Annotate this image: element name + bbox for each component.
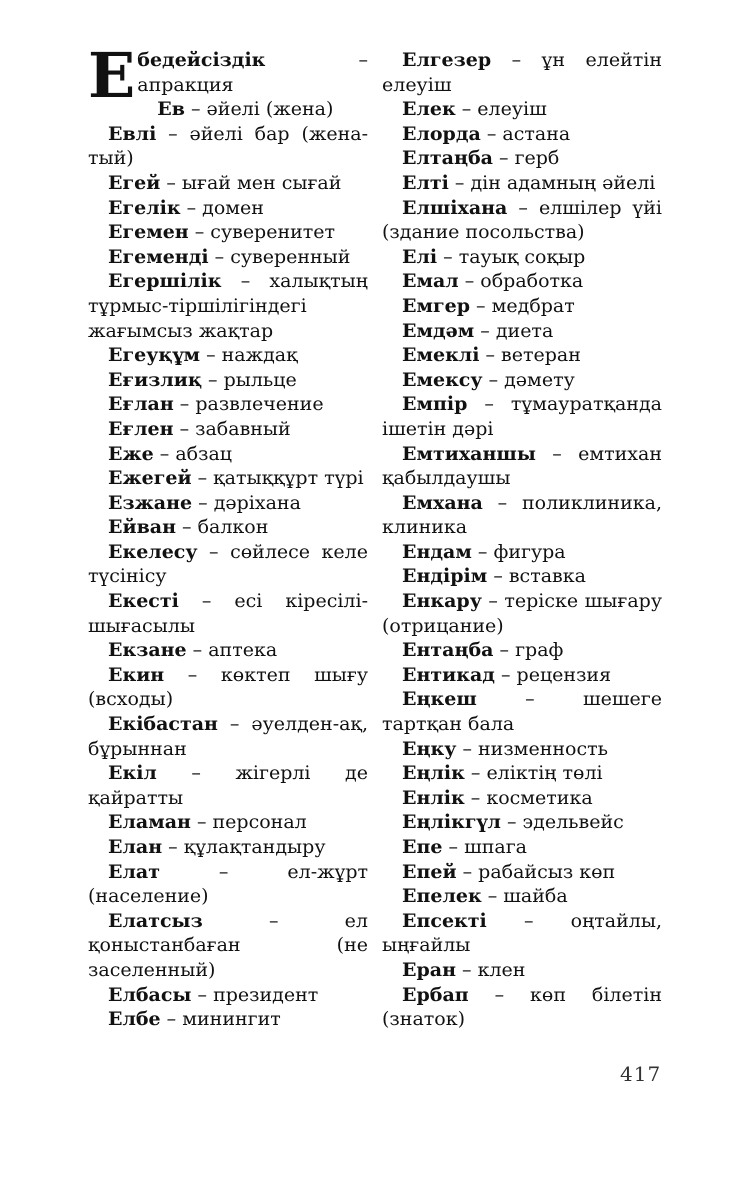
entry-headword: Еже bbox=[108, 442, 154, 465]
dictionary-entry bbox=[88, 983, 368, 1008]
dictionary-entry bbox=[88, 663, 368, 712]
entry-definition: – герб bbox=[492, 147, 560, 170]
entry-headword: Елтаңба bbox=[402, 147, 493, 170]
entry-headword: Енлік bbox=[402, 786, 465, 809]
dictionary-entry bbox=[88, 245, 368, 270]
entry-definition: – диета bbox=[474, 319, 554, 342]
dictionary-entry bbox=[382, 294, 662, 319]
dictionary-entry bbox=[88, 122, 368, 171]
dictionary-entry bbox=[88, 368, 368, 393]
entry-definition: – шешеге тартқан бала bbox=[382, 688, 662, 736]
dictionary-entry bbox=[382, 343, 662, 368]
entry-definition: – дін адамның әйелі bbox=[448, 171, 656, 194]
dictionary-entry bbox=[382, 146, 662, 171]
entry-headword: Ежегей bbox=[108, 467, 192, 490]
dictionary-entry bbox=[88, 515, 368, 540]
dictionary-entry bbox=[382, 983, 662, 1032]
entry-definition: – астана bbox=[480, 122, 571, 145]
page-number: 417 bbox=[620, 1062, 662, 1086]
entry-definition: – теріске шығару (отрицание) bbox=[382, 590, 662, 637]
entry-definition: – әйелі (жена) bbox=[184, 98, 334, 121]
entry-headword: Ендірім bbox=[402, 565, 488, 588]
dictionary-entry bbox=[88, 860, 368, 909]
entry-headword: Елан bbox=[108, 836, 163, 858]
entry-headword: Емдәм bbox=[402, 319, 475, 342]
entry-headword: Еңлікгүл bbox=[402, 811, 501, 834]
entry-headword: Ев bbox=[157, 98, 185, 121]
entry-headword: Егершілік bbox=[108, 270, 222, 293]
entry-definition: – әуелден-ақ, бұрыннан bbox=[88, 713, 368, 760]
entry-definition: – ұн елейтін елеуіш bbox=[382, 49, 662, 96]
entry-headword: Езжане bbox=[108, 491, 193, 514]
entry-headword: Елшіхана bbox=[402, 196, 508, 219]
entry-headword: Елті bbox=[402, 171, 449, 194]
entry-definition: – низменность bbox=[456, 737, 608, 760]
entry-headword: Елатсыз bbox=[108, 909, 203, 932]
entry-headword: Елорда bbox=[402, 122, 481, 145]
dictionary-entry bbox=[382, 442, 662, 491]
entry-definition: – рабайсыз көп bbox=[456, 860, 616, 883]
entry-definition: – суверенитет bbox=[188, 221, 336, 244]
dictionary-entry bbox=[382, 663, 662, 688]
dictionary-entry bbox=[88, 171, 368, 196]
dictionary-entry bbox=[382, 319, 662, 344]
dictionary-entry bbox=[382, 638, 662, 663]
dictionary-entry bbox=[382, 687, 662, 736]
dictionary-entry bbox=[88, 589, 368, 638]
entry-definition: – рецензия bbox=[494, 663, 612, 686]
dictionary-entry bbox=[382, 884, 662, 909]
entry-definition: – президент bbox=[191, 983, 319, 1006]
entry-headword: Егей bbox=[108, 171, 161, 194]
entry-headword: Екібастан bbox=[108, 713, 218, 736]
dictionary-entry bbox=[382, 368, 662, 393]
entry-headword: Елек bbox=[402, 98, 456, 121]
entry-definition: – ел-жұрт (население) bbox=[88, 860, 368, 908]
entry-definition: – құлақтандыру bbox=[162, 836, 326, 858]
entry-headword: Еңку bbox=[402, 737, 457, 760]
entry-headword: Екіл bbox=[108, 762, 157, 785]
entry-definition: – дәріхана bbox=[192, 491, 301, 514]
entry-definition: – клен bbox=[456, 958, 526, 981]
dictionary-entry bbox=[88, 269, 368, 343]
entry-definition: – домен bbox=[180, 196, 264, 219]
entry-headword: Емеклі bbox=[402, 344, 480, 367]
entry-definition: – абзац bbox=[153, 442, 233, 465]
dictionary-entry bbox=[88, 761, 368, 810]
entry-headword: Епелек bbox=[402, 885, 482, 908]
entry-definition: – шайба bbox=[481, 885, 568, 908]
entry-headword: Екелесу bbox=[108, 540, 198, 563]
entry-definition: – қатыққұрт түрі bbox=[191, 467, 364, 490]
dictionary-entry bbox=[382, 761, 662, 786]
dictionary-entry bbox=[88, 638, 368, 663]
entry-headword: Еғлен bbox=[108, 417, 174, 440]
dictionary-entry bbox=[382, 810, 662, 835]
dictionary-entry bbox=[382, 491, 662, 540]
dictionary-entry bbox=[382, 564, 662, 589]
entry-headword: Ербап bbox=[402, 983, 469, 1006]
dictionary-entry bbox=[88, 491, 368, 516]
entry-headword: Епе bbox=[402, 836, 443, 858]
entry-headword: Елбасы bbox=[108, 983, 192, 1006]
entry-headword: Егеменді bbox=[108, 245, 209, 268]
entry-definition: – жігерлі де қайратты bbox=[88, 762, 368, 809]
entry-definition: – граф bbox=[493, 639, 564, 662]
entry-definition: – елшілер үйі (здание посольства) bbox=[382, 196, 662, 244]
dictionary-entry bbox=[88, 810, 368, 835]
entry-definition: – эдельвейс bbox=[500, 811, 624, 834]
dictionary-entry bbox=[382, 835, 662, 860]
dictionary-entry bbox=[382, 958, 662, 983]
entry-headword: Емал bbox=[402, 270, 459, 293]
entry-definition: – суверенный bbox=[208, 245, 351, 268]
entry-definition: – көп білетін (знаток) bbox=[382, 983, 662, 1031]
entry-definition: – балкон bbox=[176, 516, 269, 539]
dictionary-entry bbox=[88, 343, 368, 368]
dictionary-entry bbox=[382, 171, 662, 196]
dictionary-entry bbox=[382, 737, 662, 762]
entry-headword: бедейсіздік bbox=[137, 49, 266, 71]
entry-headword: Еламан bbox=[108, 811, 191, 834]
entry-definition: – персонал bbox=[190, 811, 307, 834]
entry-headword: Егелік bbox=[108, 196, 181, 219]
dictionary-entry bbox=[88, 466, 368, 491]
entry-definition: – дәмету bbox=[482, 368, 575, 391]
entry-definition: – оңтайлы, ыңғайлы bbox=[382, 909, 662, 957]
dictionary-entry bbox=[382, 860, 662, 885]
dictionary-entry bbox=[88, 220, 368, 245]
entry-headword: Ентаңба bbox=[402, 639, 494, 662]
dictionary-entry bbox=[382, 245, 662, 270]
entry-definition: – тауық соқыр bbox=[437, 245, 586, 268]
entry-definition: – медбрат bbox=[470, 294, 575, 317]
dictionary-entry bbox=[382, 196, 662, 245]
entry-headword: Епсекті bbox=[402, 909, 487, 932]
entry-headword: Емгер bbox=[402, 294, 471, 317]
entry-definition: – есі кіресілі-шығасылы bbox=[88, 590, 368, 637]
entry-definition: – тұмауратқанда ішетін дәрі bbox=[382, 393, 662, 440]
dictionary-entry bbox=[382, 786, 662, 811]
entry-definition: – апракция bbox=[137, 49, 368, 96]
entry-headword: Ендам bbox=[402, 540, 472, 563]
entry-headword: Егемен bbox=[108, 221, 189, 244]
dictionary-entry bbox=[88, 540, 368, 589]
entry-headword: Емтиханшы bbox=[402, 442, 536, 465]
entry-headword: Екин bbox=[108, 663, 165, 686]
entry-definition: – забавный bbox=[173, 417, 291, 440]
entry-headword: Елгезер bbox=[402, 49, 492, 71]
dictionary-entry bbox=[382, 48, 662, 97]
entry-definition: – ел қоныстанбаған (не заселенный) bbox=[88, 909, 368, 981]
dictionary-entry bbox=[382, 97, 662, 122]
entry-definition: – наждақ bbox=[200, 344, 298, 367]
dictionary-entry bbox=[88, 392, 368, 417]
entry-headword: Екесті bbox=[108, 590, 179, 613]
entry-definition: – елеуіш bbox=[455, 98, 547, 121]
entry-definition: – минингит bbox=[160, 1008, 281, 1031]
entry-definition: – косметика bbox=[464, 786, 593, 809]
entry-definition: – рыльце bbox=[201, 368, 297, 391]
dictionary-entry bbox=[382, 589, 662, 638]
entry-headword: Епей bbox=[402, 860, 457, 883]
entry-headword: Евлі bbox=[108, 122, 157, 145]
entry-definition: – еліктің төлі bbox=[464, 762, 603, 785]
dictionary-entry bbox=[88, 1007, 368, 1032]
entry-headword: Емхана bbox=[402, 491, 483, 514]
dictionary-entry bbox=[88, 196, 368, 221]
entry-definition: – халықтың тұрмыс-тіршілігіндегі жағымсыз жақтар bbox=[88, 270, 368, 342]
entry-headword: Егеуқұм bbox=[108, 344, 201, 367]
entry-definition: – развлечение bbox=[173, 393, 324, 416]
dictionary-entry bbox=[382, 540, 662, 565]
dictionary-entry bbox=[88, 442, 368, 467]
entry-headword: Емексу bbox=[402, 368, 483, 391]
left-column bbox=[88, 39, 368, 1032]
entry-headword: Еран bbox=[402, 958, 456, 981]
dictionary-entry bbox=[382, 392, 662, 441]
dictionary-entry bbox=[382, 122, 662, 147]
dictionary-entry bbox=[88, 835, 368, 860]
entry-definition: – әйелі бар (жена-тый) bbox=[88, 122, 368, 170]
entry-headword: Ентикад bbox=[402, 663, 495, 686]
entry-definition: – аптека bbox=[186, 639, 278, 662]
entry-headword: Елі bbox=[402, 245, 438, 268]
entry-definition: – поликлиника, клиника bbox=[382, 491, 662, 539]
entry-definition: – емтихан қабылдаушы bbox=[382, 442, 662, 490]
drop-cap-letter: Е bbox=[88, 39, 136, 112]
dictionary-entry bbox=[88, 909, 368, 983]
entry-definition: – ығай мен сығай bbox=[160, 171, 342, 194]
entry-headword: Еңкеш bbox=[402, 688, 477, 711]
entry-headword: Елбе bbox=[108, 1008, 161, 1031]
entry-headword: Елат bbox=[108, 860, 160, 883]
right-column bbox=[382, 48, 662, 1032]
entry-definition: – сөйлесе келе түсінісу bbox=[88, 540, 368, 588]
entry-definition: – вставка bbox=[487, 565, 586, 588]
entry-headword: Екзане bbox=[108, 639, 187, 662]
dictionary-entry bbox=[88, 712, 368, 761]
dictionary-entry bbox=[88, 417, 368, 442]
entry-headword: Еғлан bbox=[108, 393, 174, 416]
entry-definition: – обработка bbox=[458, 270, 584, 293]
entry-headword: Емпір bbox=[402, 393, 468, 416]
dictionary-entry bbox=[382, 269, 662, 294]
entry-definition: – ветеран bbox=[479, 344, 581, 367]
entry-definition: – фигура bbox=[471, 540, 566, 563]
entry-definition: – көктеп шығу (всходы) bbox=[88, 663, 368, 711]
entry-headword: Еңлік bbox=[402, 762, 465, 785]
entry-headword: Ейван bbox=[108, 516, 176, 539]
entry-headword: Енкару bbox=[402, 590, 482, 613]
dictionary-entry bbox=[382, 909, 662, 958]
entry-headword: Еғизлиқ bbox=[108, 368, 202, 391]
entry-definition: – шпага bbox=[442, 836, 528, 858]
